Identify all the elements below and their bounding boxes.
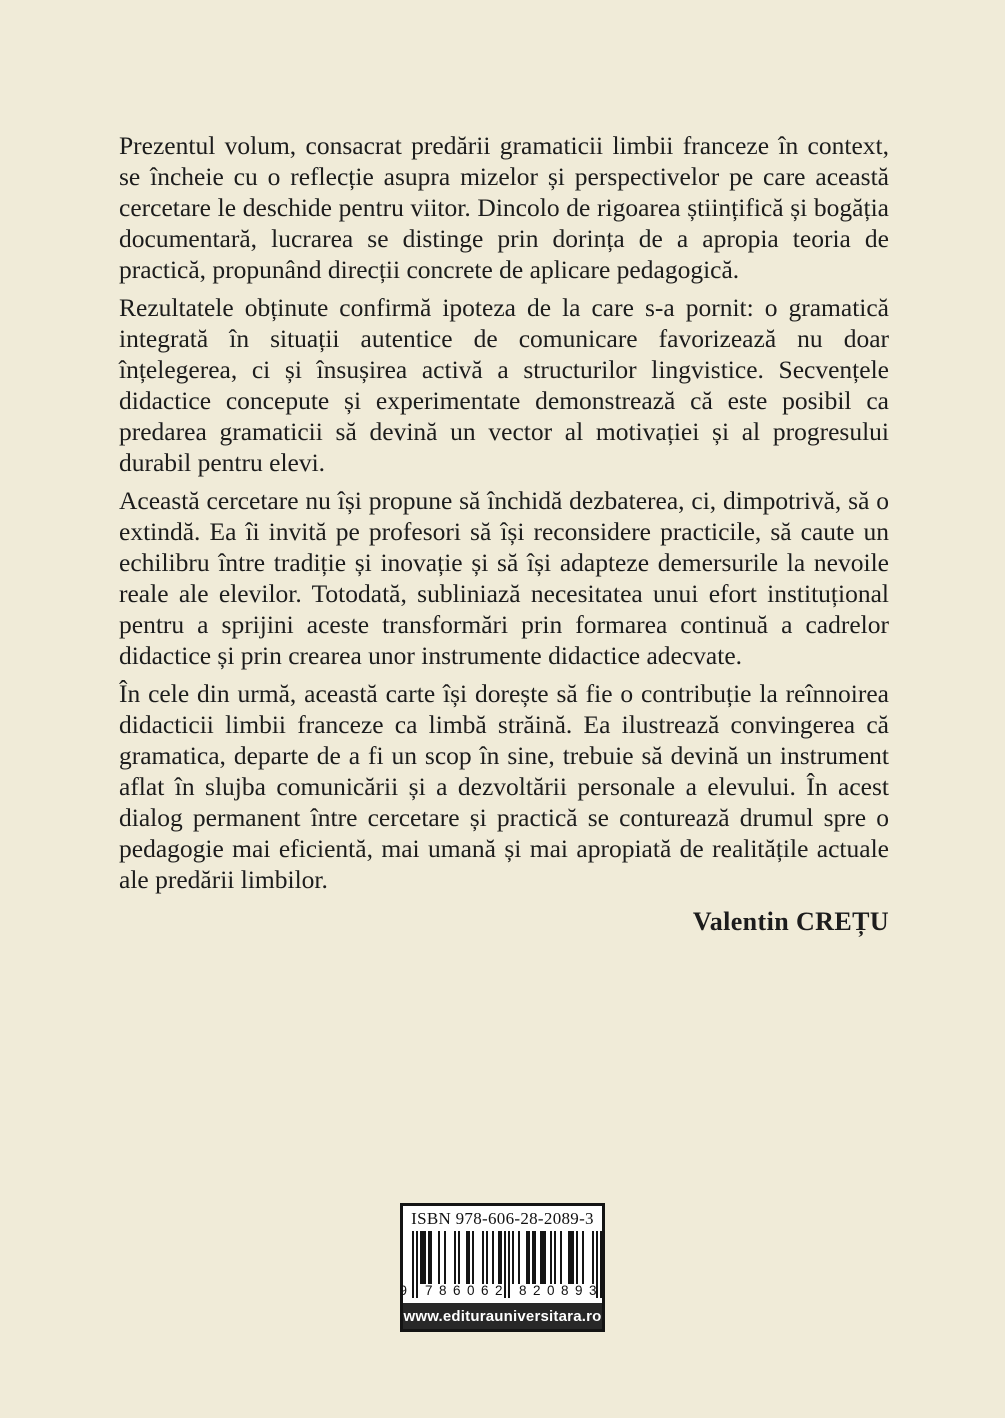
- barcode-digit-group-first: 9: [399, 1283, 408, 1298]
- paragraph-1: Prezentul volum, consacrat predării gramaticii limbii franceze în context, se încheie cu o reflecție asupra mizelor și perspectivelor pe care această cercetare le deschide pentru viitor. Dincolo de rigoarea științifică și bogăția documentară, lucrarea se distinge prin dorința de a apropia teoria de practică, propunând direcții concrete de aplicare pedagogică.: [119, 131, 889, 284]
- paragraph-3: Această cercetare nu își propune să închidă dezbaterea, ci, dimpotrivă, să o extindă. Ea îi invită pe profesori să își reconsidere practicile, să caute un echilibru între tradiție și inovație și să își adapteze demersurile la nevoile reale ale elevilor. Totodată, subliniază necesitatea unui efort instituțional pentru a sprijini aceste transformări prin formarea continuă a cadrelor didactice și prin crearea unor instrumente didactice adecvate.: [119, 486, 889, 670]
- publisher-url-strip: [403, 1303, 602, 1329]
- isbn-label: ISBN 978-606-28-2089-3: [411, 1209, 594, 1228]
- author-name: Valentin CREȚU: [692, 907, 889, 936]
- barcode-digit-group-right: 820893: [519, 1283, 604, 1298]
- barcode-panel: [399, 1206, 604, 1303]
- barcode-digit-group-left: 786062: [425, 1283, 510, 1298]
- publisher-url: www.editurauniversitara.ro: [403, 1307, 602, 1325]
- back-cover-text: [119, 130, 889, 937]
- isbn-barcode-block: [400, 1203, 605, 1332]
- barcode-bars: [399, 1231, 604, 1298]
- paragraph-4: În cele din urmă, această carte își dorește să fie o contribuție la reînnoirea didacticii limbii franceze ca limbă străină. Ea ilustrează convingerea că gramatica, departe de a fi un scop în sine, trebuie să devină un instrument aflat în slujba comunicării și a dezvoltării personale a elevului. În acest dialog permanent între cercetare și practică se conturează drumul spre o pedagogie mai eficientă, mai umană și mai apropiată de realitățile actuale ale predării limbilor.: [119, 679, 889, 894]
- paragraph-2: Rezultatele obținute confirmă ipoteza de la care s-a pornit: o gramatică integrată în situații autentice de comunicare favorizează nu doar înțelegerea, ci și însușirea activă a structurilor lingvistice. Secvențele didactice concepute și experimentate demonstrează că este posibil ca predarea gramaticii să devină un vector al motivației și al progresului durabil pentru elevi.: [119, 293, 889, 477]
